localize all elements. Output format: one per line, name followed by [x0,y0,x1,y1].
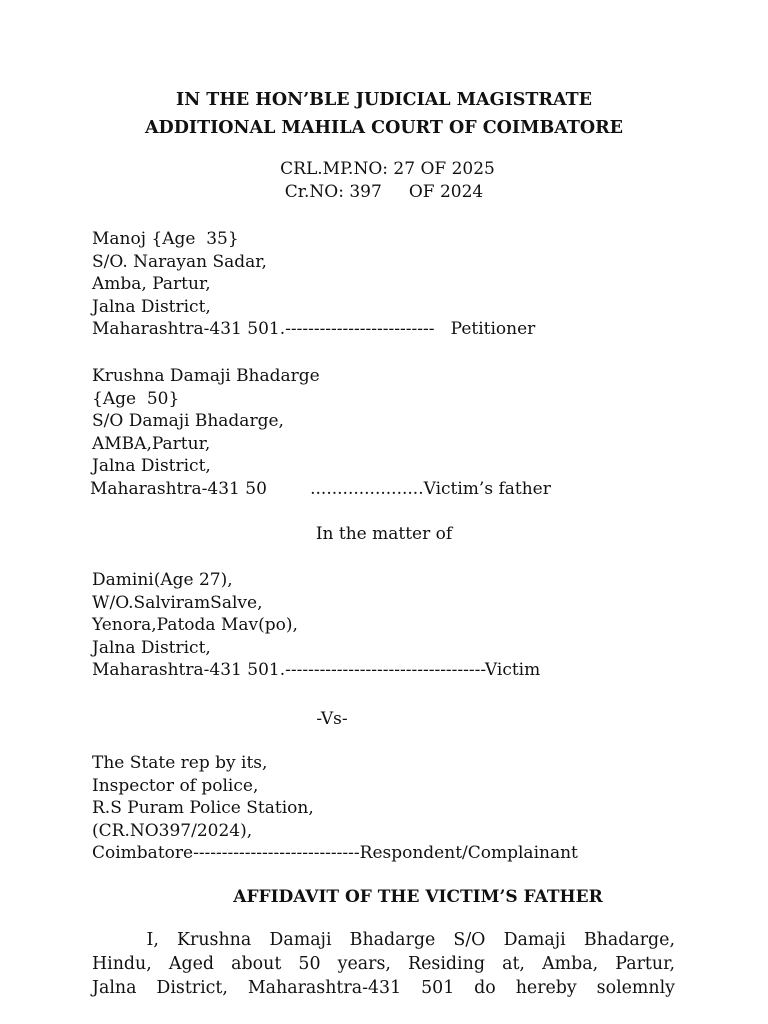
versus: -Vs- [316,709,348,729]
victim-line: Maharashtra-431 501.-----------------------------------Victim [92,660,541,681]
affidavit-body-line: I, Krushna Damaji Bhadarge S/O Damaji Bhadarge, [92,930,675,950]
victim-line: Damini(Age 27), [92,570,233,590]
court-heading-line-1: IN THE HON’BLE JUDICIAL MAGISTRATE [176,90,592,110]
respondent-block [92,752,578,865]
victims-father-line: Maharashtra-431 50 .....................Victim’s father [90,478,551,499]
in-the-matter-of: In the matter of [315,524,453,544]
victims-father-line: Jalna District, [92,456,211,477]
petitioner-line: Amba, Partur, [92,274,211,295]
respondent-line: (CR.NO397/2024), [92,820,253,841]
affidavit-body-line: Jalna District, Maharashtra-431 501 do hereby solemnly [92,978,675,998]
petitioner-block [92,228,535,341]
affidavit-body-line: Hindu, Aged about 50 years, Residing at, Amba, Partur, [92,954,675,974]
court-heading-line-2: ADDITIONAL MAHILA COURT OF COIMBATORE [144,118,624,138]
victims-father-block [92,365,551,501]
victims-father-line: AMBA,Partur, [92,433,211,454]
victims-father-line: S/O Damaji Bhadarge, [92,411,284,432]
respondent-line: Inspector of police, [92,775,259,796]
affidavit-body [92,928,675,1000]
victim-line: Jalna District, [92,637,211,658]
petitioner-line: Manoj {Age 35} [92,229,239,249]
petitioner-line: S/O. Narayan Sadar, [92,251,267,272]
petitioner-line: Jalna District, [92,296,211,317]
cr-number: Cr.NO: 397 OF 2024 [284,182,484,202]
crl-mp-number: CRL.MP.NO: 27 OF 2025 [280,159,495,179]
case-numbers [0,158,768,204]
victims-father-line: {Age 50} [92,388,180,409]
court-heading [0,86,768,142]
respondent-line: R.S Puram Police Station, [92,798,314,819]
affidavit-title: AFFIDAVIT OF THE VICTIM’S FATHER [233,887,603,907]
respondent-line: The State rep by its, [92,753,268,773]
victim-line: W/O.SalviramSalve, [92,592,263,613]
respondent-line: Coimbatore-----------------------------Respondent/Complainant [92,843,578,864]
victim-block [92,569,540,682]
victims-father-line: Krushna Damaji Bhadarge [92,366,320,386]
victim-line: Yenora,Patoda Mav(po), [92,615,298,636]
petitioner-line: Maharashtra-431 501.-------------------------- Petitioner [92,319,536,340]
